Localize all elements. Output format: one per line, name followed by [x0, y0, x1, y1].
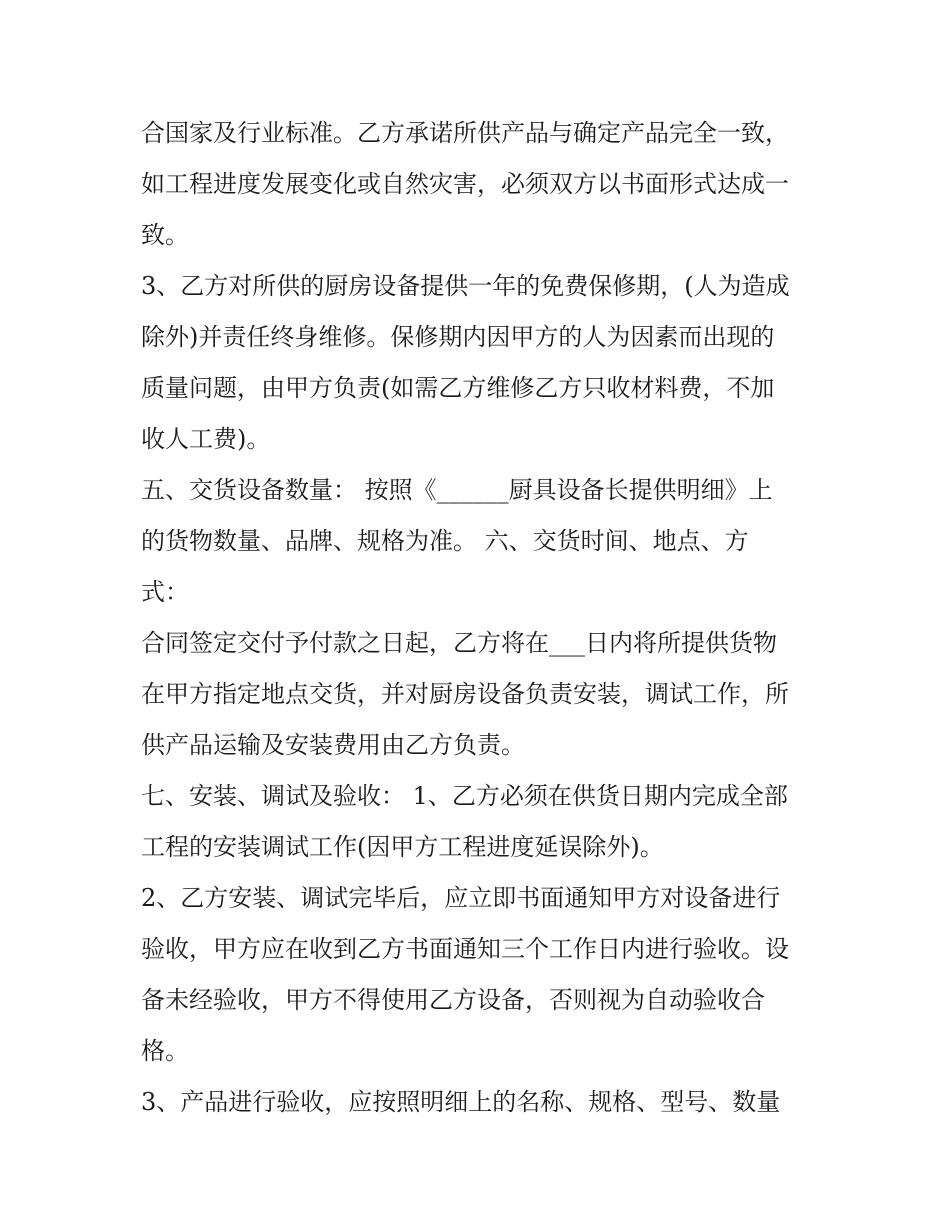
text-line: 合同签定交付予付款之日起，乙方将在___日内将所提供货物	[141, 629, 777, 657]
text-line: 在甲方指定地点交货，并对厨房设备负责安装，调试工作，所	[141, 680, 789, 708]
text-line: 五、交货设备数量： 按照《______厨具设备长提供明细》上	[141, 476, 773, 504]
text-line: 式：	[141, 578, 189, 606]
text-line: 如工程进度发展变化或自然灾害，必须双方以书面形式达成一	[141, 170, 789, 198]
text-line: 2、乙方安装、调试完毕后，应立即书面通知甲方对设备进行	[141, 884, 781, 912]
text-line: 备未经验收，甲方不得使用乙方设备，否则视为自动验收合	[141, 986, 765, 1014]
text-line: 工程的安装调试工作(因甲方工程进度延误除外)。	[141, 833, 664, 861]
text-line: 3、乙方对所供的厨房设备提供一年的免费保修期，(人为造成	[141, 272, 790, 300]
text-line: 3、产品进行验收，应按照明细上的名称、规格、型号、数量	[141, 1088, 781, 1116]
text-line: 验收，甲方应在收到乙方书面通知三个工作日内进行验收。设	[141, 935, 789, 963]
text-line: 除外)并责任终身维修。保修期内因甲方的人为因素而出现的	[141, 323, 775, 351]
text-line: 收人工费)。	[141, 425, 271, 453]
text-line: 质量问题，由甲方负责(如需乙方维修乙方只收材料费，不加	[141, 374, 775, 402]
text-line: 格。	[141, 1037, 189, 1065]
text-line: 合国家及行业标准。乙方承诺所供产品与确定产品完全一致，	[141, 119, 789, 147]
text-line: 致。	[141, 221, 189, 249]
document-body	[141, 108, 821, 1128]
text-line: 的货物数量、品牌、规格为准。 六、交货时间、地点、方	[141, 527, 749, 555]
text-line: 供产品运输及安装费用由乙方负责。	[141, 731, 525, 759]
text-line: 七、安装、调试及验收： 1、乙方必须在供货日期内完成全部	[141, 782, 788, 810]
